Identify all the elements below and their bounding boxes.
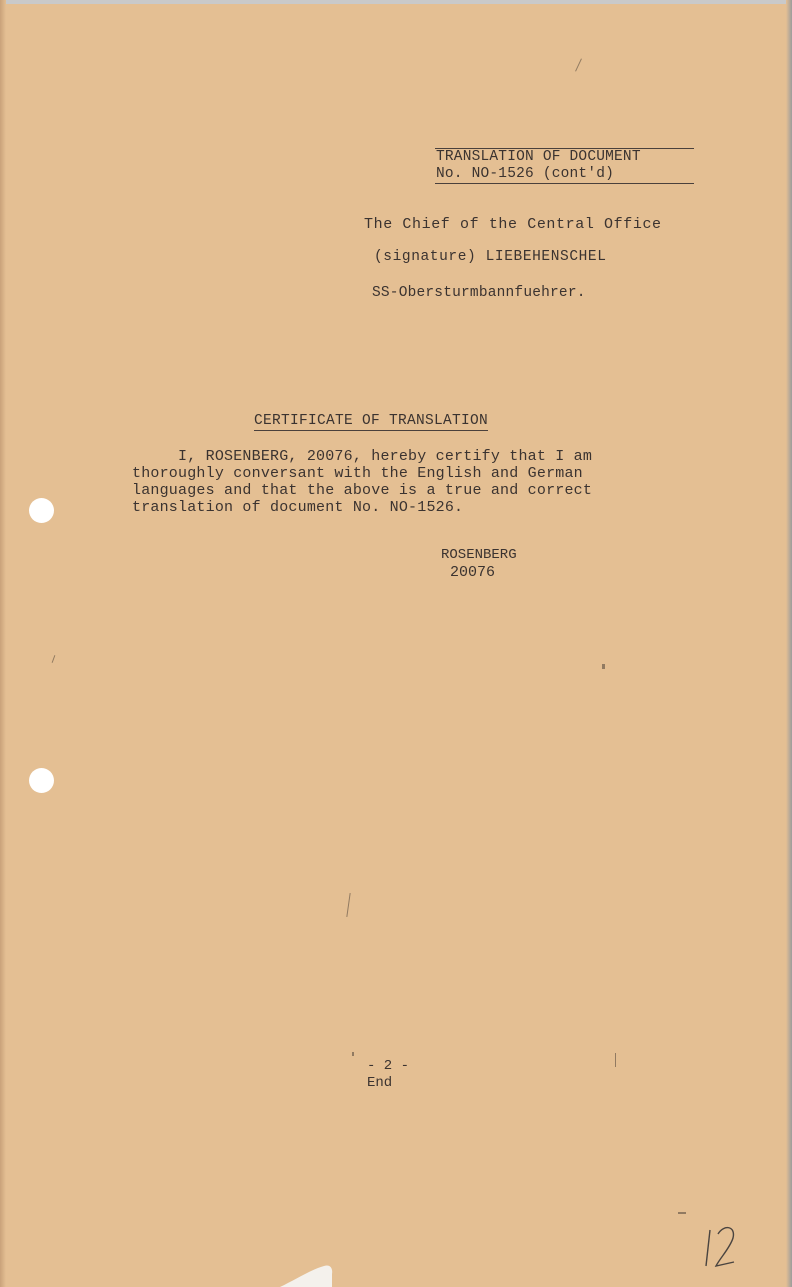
end-marker: End [367,1075,393,1091]
paper-speck [602,664,605,669]
certificate-line: languages and that the above is a true and correct [132,482,593,499]
paper-speck [615,1053,616,1067]
heading-line-1: TRANSLATION OF DOCUMENT [436,149,641,165]
paper-speck [346,893,350,917]
punch-hole [29,498,54,523]
signature-line: (signature) LIEBEHENSCHEL [374,249,607,265]
translator-name: ROSENBERG [441,547,517,563]
torn-corner [280,1262,335,1287]
translator-signature [441,547,517,581]
paper-speck [52,655,56,663]
certificate-line: translation of document No. NO-1526. [132,499,464,516]
certificate-title: CERTIFICATE OF TRANSLATION [254,413,489,429]
paper-speck [678,1212,686,1214]
chief-title: The Chief of the Central Office [364,216,662,233]
page-right-edge [786,0,792,1287]
handwritten-number [700,1222,746,1270]
document-heading [435,148,694,184]
certificate-text [132,448,642,516]
translator-number: 20076 [450,564,496,581]
heading-line-2: No. NO-1526 (cont'd) [436,166,615,182]
punch-hole [29,768,54,793]
page-left-edge [0,0,6,1287]
certificate-line: I, ROSENBERG, 20076, hereby certify that I am [132,448,593,465]
page-number: - 2 - [367,1058,410,1074]
rank-line: SS-Obersturmbannfuehrer. [372,285,586,301]
paper-speck [352,1052,354,1056]
paper-speck [575,58,582,71]
page-footer [367,1058,409,1092]
page-top-edge [0,0,792,4]
certificate-line: thoroughly conversant with the English and German [132,465,583,482]
